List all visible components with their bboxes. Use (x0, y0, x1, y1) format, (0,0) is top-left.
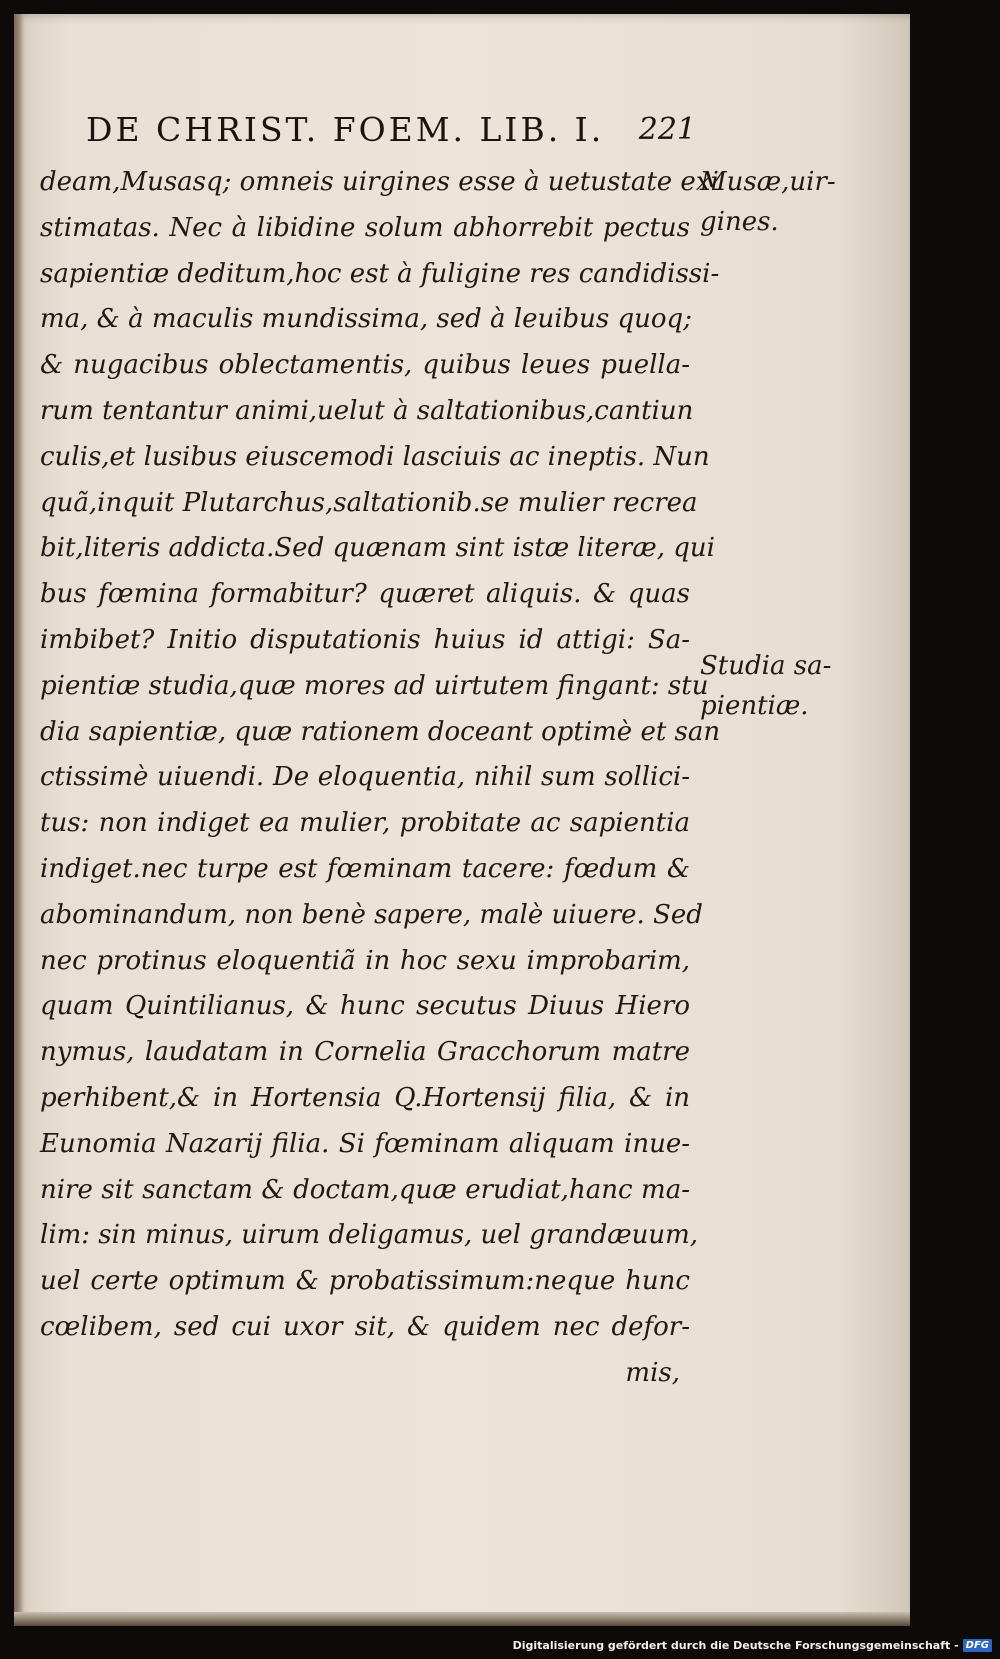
marginal-note-line: Musæ,uir- (700, 167, 836, 197)
text-line: deam,Musasq; omneis uirgines esse à uetustate exi (40, 167, 719, 197)
dfg-logo: DFG (963, 1639, 992, 1652)
text-line: cœlibem, sed cui uxor sit, & quidem nec defor- (40, 1311, 690, 1342)
text-line: lim: sin minus, uirum deligamus, uel grandæuum, (40, 1220, 699, 1251)
text-line: abominandum, non benè sapere, malè uiuere. Sed (40, 899, 703, 930)
digitization-credit (513, 1635, 992, 1655)
text-line: & nugacibus oblectamentis, quibus leues puella- (40, 350, 690, 381)
text-line: indiget.nec turpe est fœminam tacere: fœdum & (40, 853, 690, 884)
text-line: nymus, laudatam in Cornelia Gracchorum matre (40, 1037, 690, 1068)
page-gutter-shadow (14, 14, 24, 1624)
page-number: 221 (638, 112, 696, 147)
text-line: dia sapientiæ, quæ rationem doceant optimè et san (40, 716, 721, 747)
text-line: Eunomia Nazarij filia. Si fœminam aliquam inue- (40, 1128, 690, 1159)
text-line: nire sit sanctam & doctam,quæ erudiat,hanc ma- (40, 1174, 690, 1205)
credit-text: Digitalisierung gefördert durch die Deutsche Forschungsgemeinschaft - (512, 1638, 959, 1652)
text-line: quã,inquit Plutarchus,saltationib.se mulier recrea (40, 487, 698, 518)
text-line: tus: non indiget ea mulier, probitate ac sapientia (40, 808, 690, 839)
text-line: bit,literis addicta.Sed quænam sint istæ literæ, qui (40, 533, 715, 564)
catchword: mis, (625, 1357, 680, 1388)
page-bottom-edge (14, 1612, 910, 1626)
text-line: stimatas. Nec à libidine solum abhorrebit pectus (40, 212, 690, 243)
text-line: rum tentantur animi,uelut à saltationibus,cantiun (40, 395, 694, 426)
text-line: culis,et lusibus eiuscemodi lasciuis ac ineptis. Nun (40, 441, 710, 472)
text-line: ma, & à maculis mundissima, sed à leuibus quoq; (40, 304, 692, 335)
text-line: nec protinus eloquentiã in hoc sexu improbarim, (40, 945, 690, 976)
text-line: uel certe optimum & probatissimum:neque hunc (40, 1266, 690, 1297)
marginal-note (700, 162, 836, 242)
marginal-note (700, 646, 830, 726)
text-line: quam Quintilianus, & hunc secutus Diuus Hiero (40, 991, 690, 1022)
marginal-note-line: gines. (700, 207, 779, 237)
text-line: ctissimè uiuendi. De eloquentia, nihil sum sollici- (40, 762, 690, 793)
text-line: imbibet? Initio disputationis huius id attigi: Sa- (40, 624, 690, 655)
marginal-note-line: Studia sa- (700, 651, 832, 681)
marginal-note-line: pientiæ. (700, 691, 809, 721)
text-line: sapientiæ deditum,hoc est à fuligine res candidissi- (40, 258, 720, 289)
text-line: pientiæ studia,quæ mores ad uirtutem fingant: stu (40, 670, 709, 701)
running-title: DE CHRIST. FOEM. LIB. I. (86, 110, 605, 149)
body-text (40, 160, 721, 1397)
text-line: perhibent,& in Hortensia Q.Hortensij filia, & in (40, 1082, 690, 1113)
page-header (76, 110, 696, 154)
text-line: bus fœmina formabitur? quæret aliquis. & quas (40, 579, 690, 610)
